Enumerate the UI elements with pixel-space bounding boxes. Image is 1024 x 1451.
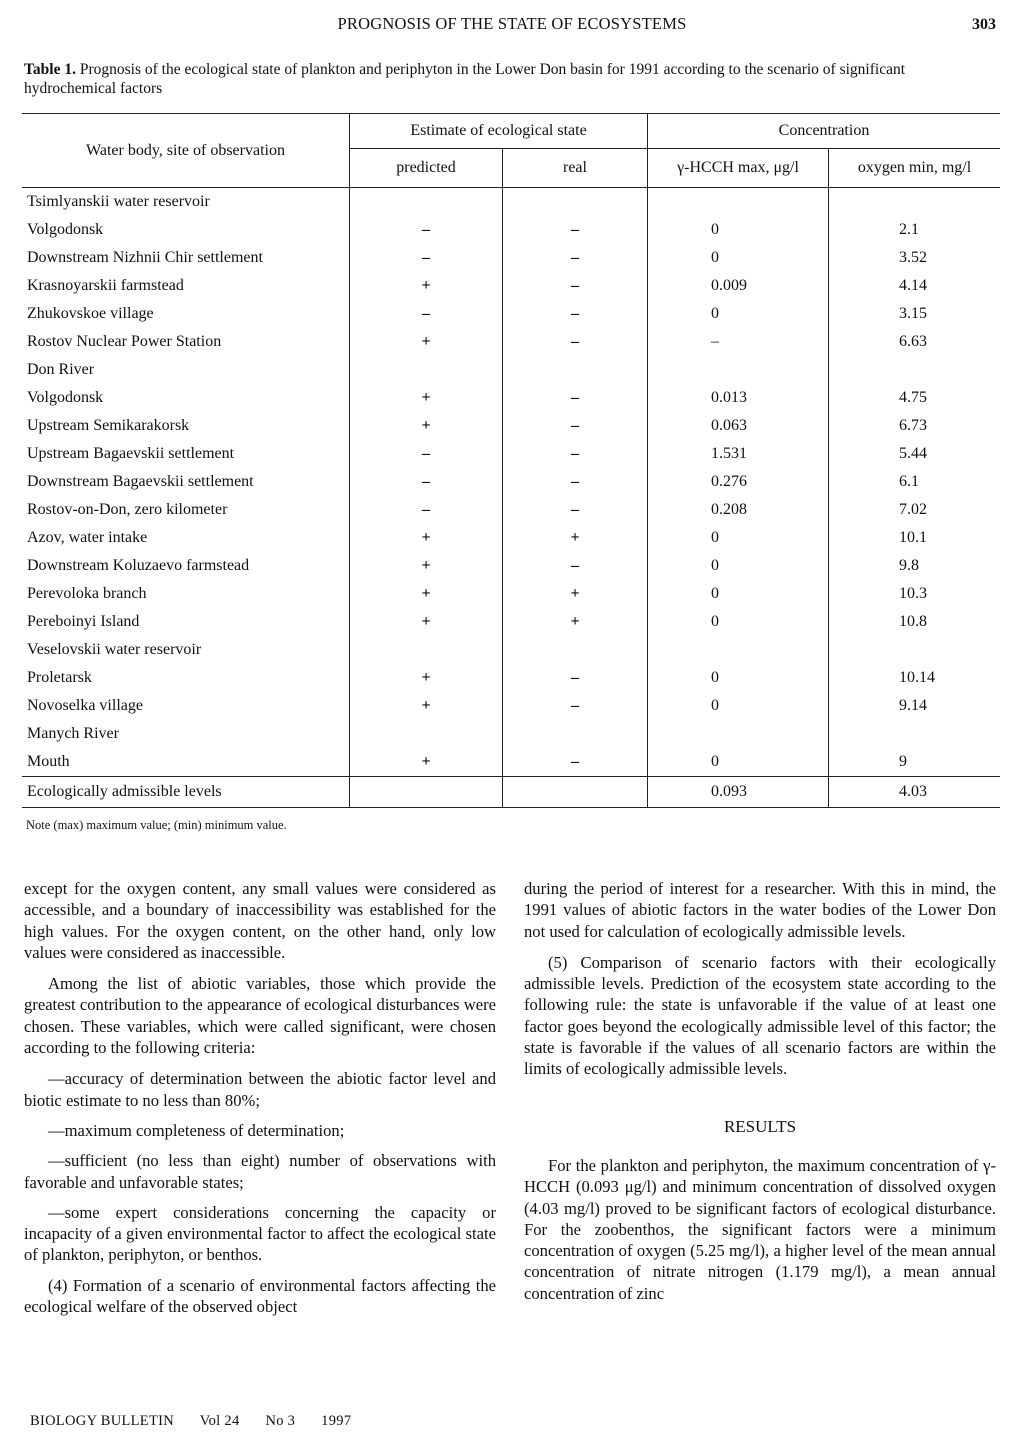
real-cell: –	[503, 664, 648, 692]
real-cell	[503, 356, 648, 384]
hcch-cell: 0	[648, 580, 829, 608]
right-column-paragraphs	[524, 878, 996, 1080]
real-cell: +	[503, 608, 648, 636]
real-cell: –	[503, 748, 648, 777]
table-row	[22, 272, 1000, 300]
header-oxygen: oxygen min, mg/l	[829, 149, 1001, 188]
body-paragraph: Among the list of abiotic variables, those which provide the greatest contribution to the appearance of ecological disturbances were chosen. These variables, which were called significant, were chosen according to the following criteria:	[24, 974, 496, 1058]
oxygen-cell: 9.8	[829, 552, 1001, 580]
admissible-levels-oxygen: 4.03	[829, 777, 1001, 808]
predicted-cell: +	[350, 552, 503, 580]
oxygen-cell: 3.15	[829, 300, 1001, 328]
table-note: Note (max) maximum value; (min) minimum value.	[26, 818, 287, 832]
table-row	[22, 300, 1000, 328]
header-water-body: Water body, site of observation	[22, 114, 350, 188]
predicted-cell: +	[350, 580, 503, 608]
table-row	[22, 384, 1000, 412]
body-paragraph: except for the oxygen content, any small values were considered as accessible, and a boundary of inaccessibility was established for the high values. For the oxygen content, on the other hand, only low values were considered as inaccessible.	[24, 879, 496, 962]
site-name-cell: Volgodonsk	[27, 389, 104, 406]
site-name-cell: Proletarsk	[27, 669, 92, 686]
real-cell: –	[503, 692, 648, 720]
table-row	[22, 216, 1000, 244]
site-name-cell: Azov, water intake	[27, 529, 148, 546]
page-number: 303	[972, 16, 996, 33]
predicted-cell: +	[350, 692, 503, 720]
table-row	[22, 748, 1000, 777]
hcch-cell: 0.009	[648, 272, 829, 300]
body-paragraph: (5) Comparison of scenario factors with their ecologically admissible levels. Prediction of the ecosystem state according to the following rule: the state is unfavorable if the value of at least one factor goes beyond the ecologically admissible level of this factor; the state is favorable if the values of all scenario factors are within the limits of ecologically admissible levels.	[524, 952, 996, 1079]
site-name-cell: Upstream Semikarakorsk	[27, 417, 190, 434]
oxygen-cell: 9.14	[829, 692, 1001, 720]
site-name-cell: Downstream Nizhnii Chir settlement	[27, 249, 263, 266]
site-name-cell: Rostov Nuclear Power Station	[27, 333, 222, 350]
real-cell: –	[503, 552, 648, 580]
real-cell: –	[503, 300, 648, 328]
oxygen-cell: 6.73	[829, 412, 1001, 440]
real-cell: –	[503, 440, 648, 468]
header-estimate: Estimate of ecological state	[350, 114, 648, 149]
predicted-cell: +	[350, 328, 503, 356]
table-row	[22, 552, 1000, 580]
header-predicted: predicted	[350, 149, 503, 188]
oxygen-cell	[829, 636, 1001, 664]
site-name-cell: Manych River	[27, 725, 119, 742]
admissible-levels-predicted	[350, 777, 503, 808]
predicted-cell	[350, 356, 503, 384]
table-row	[22, 580, 1000, 608]
hcch-cell: 0	[648, 664, 829, 692]
table-row	[22, 440, 1000, 468]
predicted-cell	[350, 188, 503, 217]
admissible-levels-real	[503, 777, 648, 808]
oxygen-cell: 7.02	[829, 496, 1001, 524]
hcch-cell: 0	[648, 748, 829, 777]
oxygen-cell: 6.63	[829, 328, 1001, 356]
site-name-cell: Downstream Koluzaevo farmstead	[27, 557, 250, 574]
admissible-levels-hcch: 0.093	[648, 777, 829, 808]
table-row	[22, 524, 1000, 552]
oxygen-cell	[829, 188, 1001, 217]
hcch-cell: –	[648, 328, 829, 356]
table-caption-label: Table 1.	[24, 61, 76, 78]
body-paragraph: —accuracy of determination between the abiotic factor level and biotic estimate to no less than 80%;	[24, 1069, 496, 1110]
header-concentration: Concentration	[648, 114, 1001, 149]
predicted-cell: –	[350, 496, 503, 524]
hcch-cell: 1.531	[648, 440, 829, 468]
real-cell: –	[503, 412, 648, 440]
table-row	[22, 496, 1000, 524]
prognosis-table	[22, 113, 1000, 808]
site-name-cell: Volgodonsk	[27, 221, 104, 238]
right-column	[524, 878, 996, 1304]
admissible-levels-label: Ecologically admissible levels	[22, 777, 350, 808]
hcch-cell	[648, 720, 829, 748]
site-name-cell: Upstream Bagaevskii settlement	[27, 445, 235, 462]
header-hcch: γ-HCCH max, μg/l	[648, 149, 829, 188]
oxygen-cell: 5.44	[829, 440, 1001, 468]
predicted-cell	[350, 720, 503, 748]
table-row	[22, 720, 1000, 748]
site-name-cell: Mouth	[27, 753, 70, 770]
journal-number: No 3	[265, 1413, 296, 1429]
body-paragraph: —sufficient (no less than eight) number of observations with favorable and unfavorable states;	[24, 1151, 496, 1192]
site-name-cell: Downstream Bagaevskii settlement	[27, 473, 254, 490]
site-name-cell: Zhukovskoe village	[27, 305, 154, 322]
real-cell: +	[503, 524, 648, 552]
table-row	[22, 328, 1000, 356]
predicted-cell	[350, 636, 503, 664]
oxygen-cell: 9	[829, 748, 1001, 777]
results-paragraph: For the plankton and periphyton, the maximum concentration of γ-HCCH (0.093 μg/l) and minimum concentration of dissolved oxygen (4.03 mg/l) proved to be significant factors of ecological disturbance. For the zoobenthos, the significant factors were a minimum concentration of oxygen (5.25 mg/l), a higher level of the mean annual concentration of nitrate nitrogen (1.179 mg/l), a mean annual concentration of zinc	[524, 1155, 996, 1303]
real-cell: –	[503, 328, 648, 356]
hcch-cell	[648, 188, 829, 217]
predicted-cell: +	[350, 664, 503, 692]
real-cell: +	[503, 580, 648, 608]
table-body	[22, 188, 1000, 777]
table-row	[22, 636, 1000, 664]
predicted-cell: +	[350, 412, 503, 440]
oxygen-cell: 10.1	[829, 524, 1001, 552]
site-name-cell: Krasnoyarskii farmstead	[27, 277, 184, 294]
table-row	[22, 356, 1000, 384]
real-cell	[503, 188, 648, 217]
site-name-cell: Rostov-on-Don, zero kilometer	[27, 501, 228, 518]
hcch-cell	[648, 356, 829, 384]
site-name-cell: Pereboinyi Island	[27, 613, 140, 630]
running-title: PROGNOSIS OF THE STATE OF ECOSYSTEMS	[337, 14, 687, 33]
predicted-cell: +	[350, 608, 503, 636]
hcch-cell: 0	[648, 244, 829, 272]
hcch-cell: 0	[648, 524, 829, 552]
hcch-cell: 0	[648, 216, 829, 244]
hcch-cell	[648, 636, 829, 664]
journal-year: 1997	[321, 1413, 352, 1429]
predicted-cell: +	[350, 748, 503, 777]
real-cell: –	[503, 496, 648, 524]
body-paragraph: —some expert considerations concerning the capacity or incapacity of a given environmental factor to affect the ecological state of plankton, periphyton, or benthos.	[24, 1202, 496, 1265]
body-paragraph: (4) Formation of a scenario of environmental factors affecting the ecological welfare of the observed object	[24, 1275, 496, 1317]
predicted-cell: –	[350, 468, 503, 496]
table-caption	[24, 60, 1000, 98]
real-cell: –	[503, 244, 648, 272]
oxygen-cell: 2.1	[829, 216, 1001, 244]
hcch-cell: 0.063	[648, 412, 829, 440]
real-cell: –	[503, 384, 648, 412]
body-paragraph: during the period of interest for a researcher. With this in mind, the 1991 values of abiotic factors in the water bodies of the Lower Don not used for calculation of ecologically admissible levels.	[524, 879, 996, 941]
oxygen-cell: 10.3	[829, 580, 1001, 608]
running-head	[0, 14, 1024, 38]
real-cell	[503, 636, 648, 664]
oxygen-cell: 10.14	[829, 664, 1001, 692]
predicted-cell: –	[350, 216, 503, 244]
predicted-cell: –	[350, 300, 503, 328]
journal-footer	[30, 1413, 373, 1430]
site-name-cell: Don River	[27, 361, 95, 378]
oxygen-cell: 6.1	[829, 468, 1001, 496]
site-name-cell: Tsimlyanskii water reservoir	[27, 193, 210, 210]
oxygen-cell: 4.75	[829, 384, 1001, 412]
predicted-cell: –	[350, 440, 503, 468]
predicted-cell: +	[350, 384, 503, 412]
left-column	[24, 878, 496, 1327]
hcch-cell: 0.276	[648, 468, 829, 496]
site-name-cell: Novoselka village	[27, 697, 143, 714]
oxygen-cell	[829, 356, 1001, 384]
results-heading: RESULTS	[723, 1116, 797, 1136]
table-row	[22, 664, 1000, 692]
hcch-cell: 0	[648, 692, 829, 720]
header-real: real	[503, 149, 648, 188]
body-paragraph: —maximum completeness of determination;	[48, 1120, 345, 1140]
journal-volume: Vol 24	[199, 1413, 240, 1429]
table-row	[22, 468, 1000, 496]
real-cell: –	[503, 468, 648, 496]
oxygen-cell: 3.52	[829, 244, 1001, 272]
hcch-cell: 0	[648, 608, 829, 636]
hcch-cell: 0.208	[648, 496, 829, 524]
oxygen-cell	[829, 720, 1001, 748]
site-name-cell: Veselovskii water reservoir	[27, 641, 202, 658]
table-caption-text: Prognosis of the ecological state of plankton and periphyton in the Lower Don basin for 1991 according to the scenario of significant hydrochemical factors	[24, 61, 906, 97]
real-cell: –	[503, 216, 648, 244]
hcch-cell: 0	[648, 300, 829, 328]
admissible-levels-row	[22, 777, 1000, 808]
real-cell: –	[503, 272, 648, 300]
table-row	[22, 412, 1000, 440]
predicted-cell: +	[350, 272, 503, 300]
real-cell	[503, 720, 648, 748]
table-row	[22, 244, 1000, 272]
table-row	[22, 608, 1000, 636]
table-row	[22, 188, 1000, 217]
journal-name: BIOLOGY BULLETIN	[30, 1413, 175, 1429]
predicted-cell: –	[350, 244, 503, 272]
site-name-cell: Perevoloka branch	[27, 585, 147, 602]
table-row	[22, 692, 1000, 720]
predicted-cell: +	[350, 524, 503, 552]
oxygen-cell: 10.8	[829, 608, 1001, 636]
hcch-cell: 0.013	[648, 384, 829, 412]
hcch-cell: 0	[648, 552, 829, 580]
oxygen-cell: 4.14	[829, 272, 1001, 300]
